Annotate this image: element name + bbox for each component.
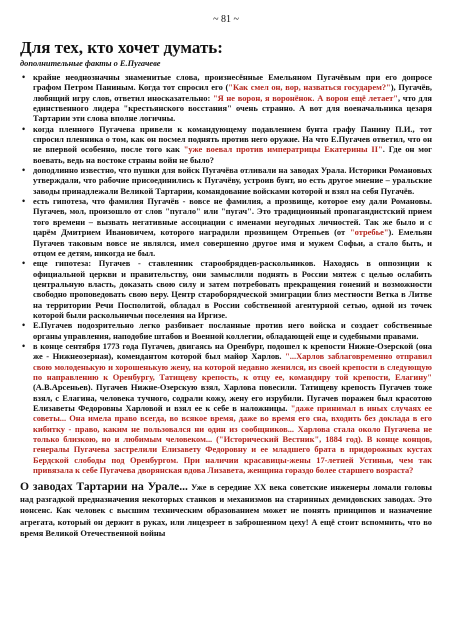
quote-text: "отребье" bbox=[349, 227, 389, 238]
fact-text: Е.Пугачев подозрительно легко разбивает посланные против него войска и создает собственные органы управления, наподобие штабов и Военной коллегии, обладающей еще и судебными правами. bbox=[33, 320, 432, 341]
page-subtitle: дополнительные факты о Е.Пугачеве bbox=[20, 59, 161, 68]
fact-text: в конце сентября 1773 года Пугачев, двигаясь на Оренбург, подошел к крепости Нижне-Озерской (она же - Нижнеозерная), комендантом которой был майор Харлов. bbox=[33, 340, 432, 362]
fact-text: (А.В.Арсеньев). Пугачев Нижне-Озерскую взял, Харлова повесили. Татищеву крепость Пугачев тоже взял, с Елагина, человека тучного, содрали кожу, жену его изрубили. Пугачев поражен был красотою Елизаветы Федоровны Харловой и взял ее к себе в наложницы. bbox=[33, 382, 432, 413]
section-body: Уже в середине XX века советские инженеры ломали головы над разгадкой предназначения некоторых станков и механизмов на старинных демидовских заводах. Это нонсенс. Как человек с высшим техническим образованием может не понять принципов и назначение агрегата, который он держит в руках, или лицезреет в заброшенном цеху! А ещё стоит вспомнить, что во время Великой Отечественной войны bbox=[20, 482, 432, 539]
fact-text: крайне неоднозначны знаменитые слова, произнесённые Емельяном Пугачёвым при его допросе графом Петром Паниным. Когда тот спросил его ( bbox=[33, 72, 432, 93]
fact-item bbox=[20, 341, 432, 475]
fact-text: ). Емельян Пугачев таковым вовсе не являлся, имел совершенно другое имя и мужем Софьи, а стало быть, и отцом ее детям, никогда не был. bbox=[33, 227, 432, 258]
fact-item bbox=[20, 72, 432, 124]
fact-item bbox=[20, 320, 432, 341]
quote-text: "уже воевал против императрицы Екатерины II" bbox=[183, 144, 383, 155]
section-heading-paragraph bbox=[20, 481, 432, 540]
page-number: ~ 81 ~ bbox=[213, 14, 239, 25]
fact-text: когда пленного Пугачева привели к командующему подавлением бунта графу Панину П.И., тот спросил пленника о том, как он посмел поднять против него оружие. На что Е.Пугачев ответил, что он не впервой особенно, после того как bbox=[33, 123, 432, 155]
quote-text: "Я не ворон, я воронёнок. А ворон ещё летает" bbox=[212, 92, 398, 103]
fact-text: еще гипотеза: Пугачев - ставленник старообрядцев-раскольников. Находясь в оппозиции к официальной церкви и правительству, они замыслили поднять в России мятеж с целью ослабить центральную власть, доказать свою силу и затем потребовать прекращения гонений и возможности свободно проповедовать свою веру. Центр староборядческой эмиграции близ местности Ветка в Литве на территории Речи Посполитой, обладал в России собственной агентурной сетью, одной из точек которой были раскольничьи поселения на Иргизе. bbox=[33, 258, 432, 320]
fact-text: , что для единственного лидера "крестьянского восстания" очень странно. А вот для военачальника цезаря Тартарии эти слова вполне логичны. bbox=[33, 92, 433, 124]
fact-text: есть гипотеза, что фамилия Пугачёв - вовсе не фамилия, а прозвище, которое ему дали Романовы. Пугачев, мол, произошло от слов "пугало" или "пугач". Это традиционный пропагандистский прием того времени – вызвать негативные ассоциации с именами неугодных личностей. Так же было и с царём Дмитрием Ивановичем, которого наградили прозвищем Отрепьев (от bbox=[33, 196, 432, 238]
fact-text: доподлинно известно, что пушки для войск Пугачёва отливали на заводах Урала. Историки Романовых утверждали, что рабочие присоединились к Пугачёву, устроив бунт, но есть другое мнение – уральские заводы принадлежали Великой Тартарии, командование войсками которой и взял на себя Пугачёв. bbox=[33, 165, 432, 196]
page-title: Для тех, кто хочет думать: bbox=[20, 38, 223, 57]
fact-item bbox=[20, 258, 432, 320]
quote-text: "даже принимал в иных случаях ее советы... Она имела право всегда, во всякое время, даже во время его сна, входить без доклада в его кибитку - право, каким не пользовался ни один из сообщников... Харлова стала около Пугачева не только близкою, но и любимым человеком... ("Исторический Вестник", 1884 год). В конце концов, генералы Пугачева застрелили Елизавету Федоровну и ее младшего брата в придорожных кустах Бердской слободы под Оренбургом. При наличии красавицы-жены 17-летней Устиньи, чем так привязала к себе Пугачева дворянская вдова Лизавета, женщина гораздо более старшего возраста? bbox=[33, 403, 433, 476]
fact-item bbox=[20, 124, 432, 165]
fact-text: ), Пугачёв, любящий игру слов, ответил иносказательно: bbox=[33, 82, 432, 103]
facts-list bbox=[20, 72, 432, 475]
section-title: О заводах Тартарии на Урале... bbox=[20, 480, 188, 494]
fact-item bbox=[20, 196, 432, 258]
quote-text: "Как смел он, вор, назваться государем?" bbox=[228, 82, 391, 93]
fact-item bbox=[20, 165, 432, 196]
fact-text: . Где он мог воевать, ведь на востоке страны войн не было? bbox=[33, 144, 432, 165]
quote-text: "...Харлов заблаговременно отправил свою молоденькую и хорошенькую жену, на которой недавно женился, из своей крепости в следующую по направлению к Оренбургу, Татищеву крепость, к отцу ее, командиру той крепости, Елагину" bbox=[33, 351, 432, 382]
